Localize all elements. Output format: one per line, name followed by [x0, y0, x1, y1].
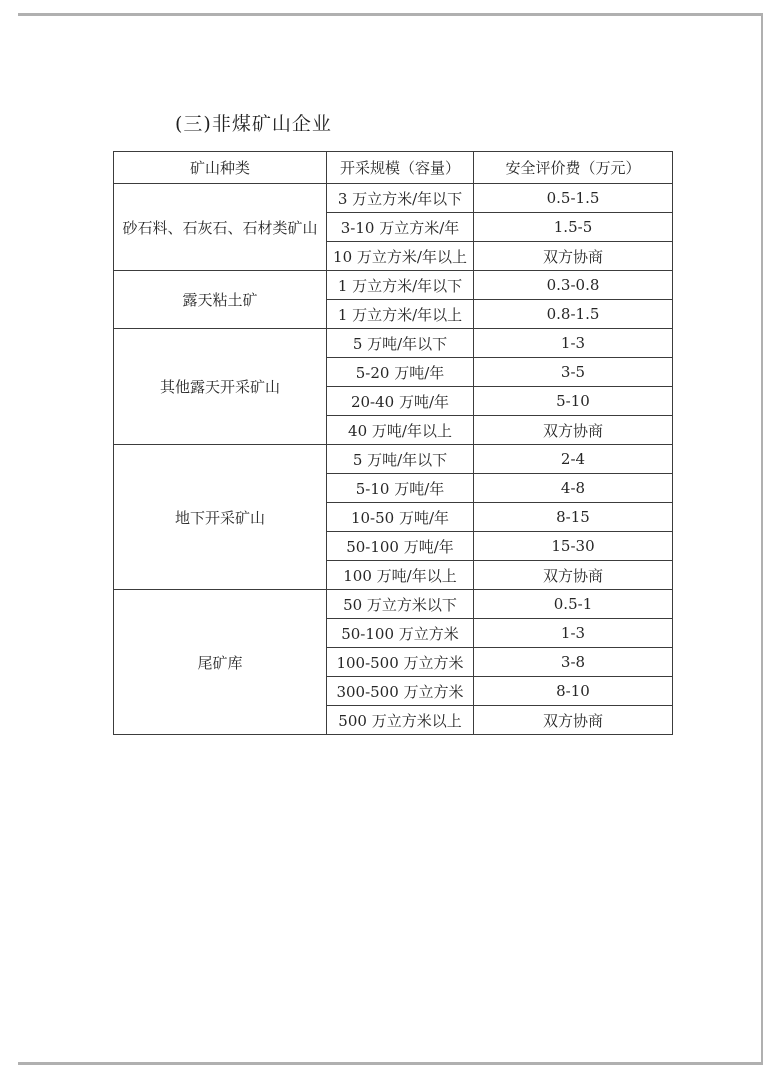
scale-cell: 20-40 万吨/年 — [327, 387, 474, 416]
fee-cell: 双方协商 — [474, 242, 673, 271]
fee-cell: 8-10 — [474, 677, 673, 706]
scale-cell: 1 万立方米/年以下 — [327, 271, 474, 300]
column-header-scale: 开采规模（容量） — [327, 152, 474, 184]
scale-cell: 100 万吨/年以上 — [327, 561, 474, 590]
category-cell: 尾矿库 — [114, 590, 327, 735]
fee-cell: 4-8 — [474, 474, 673, 503]
fee-cell: 3-8 — [474, 648, 673, 677]
fee-cell: 0.3-0.8 — [474, 271, 673, 300]
category-cell: 地下开采矿山 — [114, 445, 327, 590]
fee-table — [113, 151, 673, 735]
fee-cell: 3-5 — [474, 358, 673, 387]
fee-cell: 0.5-1.5 — [474, 184, 673, 213]
scale-cell: 40 万吨/年以上 — [327, 416, 474, 445]
scale-cell: 500 万立方米以上 — [327, 706, 474, 735]
scale-cell: 5 万吨/年以下 — [327, 329, 474, 358]
fee-cell: 双方协商 — [474, 416, 673, 445]
table-row — [114, 329, 673, 358]
fee-cell: 5-10 — [474, 387, 673, 416]
scale-cell: 3-10 万立方米/年 — [327, 213, 474, 242]
fee-cell: 1-3 — [474, 329, 673, 358]
fee-cell: 8-15 — [474, 503, 673, 532]
category-cell: 砂石料、石灰石、石材类矿山 — [114, 184, 327, 271]
scale-cell: 10 万立方米/年以上 — [327, 242, 474, 271]
fee-cell: 0.8-1.5 — [474, 300, 673, 329]
fee-cell: 0.5-1 — [474, 590, 673, 619]
scale-cell: 100-500 万立方米 — [327, 648, 474, 677]
scale-cell: 50 万立方米以下 — [327, 590, 474, 619]
fee-cell: 2-4 — [474, 445, 673, 474]
table-row — [114, 445, 673, 474]
table-row — [114, 184, 673, 213]
scale-cell: 300-500 万立方米 — [327, 677, 474, 706]
scale-cell: 5-10 万吨/年 — [327, 474, 474, 503]
scale-cell: 50-100 万吨/年 — [327, 532, 474, 561]
scale-cell: 50-100 万立方米 — [327, 619, 474, 648]
category-cell: 露天粘土矿 — [114, 271, 327, 329]
fee-cell: 1-3 — [474, 619, 673, 648]
scale-cell: 1 万立方米/年以上 — [327, 300, 474, 329]
scale-cell: 5-20 万吨/年 — [327, 358, 474, 387]
scale-cell: 10-50 万吨/年 — [327, 503, 474, 532]
column-header-mine-type: 矿山种类 — [114, 152, 327, 184]
section-title: (三)非煤矿山企业 — [175, 113, 332, 135]
scale-cell: 3 万立方米/年以下 — [327, 184, 474, 213]
fee-cell: 15-30 — [474, 532, 673, 561]
fee-table-body — [114, 184, 673, 735]
fee-cell: 双方协商 — [474, 706, 673, 735]
fee-cell: 1.5-5 — [474, 213, 673, 242]
column-header-fee: 安全评价费（万元） — [474, 152, 673, 184]
document-page — [18, 13, 763, 1065]
table-row — [114, 271, 673, 300]
scale-cell: 5 万吨/年以下 — [327, 445, 474, 474]
category-cell: 其他露天开采矿山 — [114, 329, 327, 445]
fee-cell: 双方协商 — [474, 561, 673, 590]
table-header-row — [114, 152, 673, 184]
table-row — [114, 590, 673, 619]
